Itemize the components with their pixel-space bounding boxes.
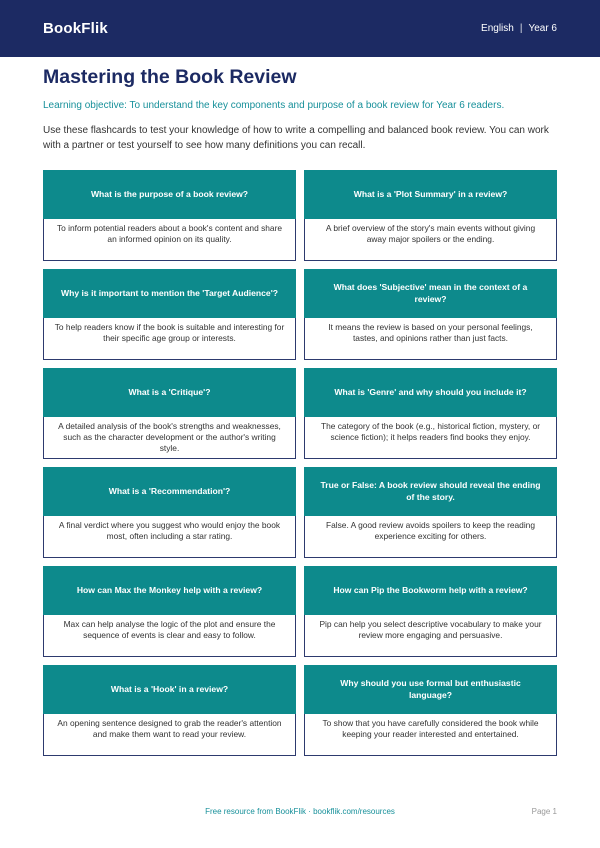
header-meta [481, 23, 557, 34]
flashcard-answer: To inform potential readers about a book's content and share an informed opinion on its quality. [43, 219, 296, 261]
flashcard[interactable] [43, 368, 296, 459]
footer-link[interactable]: Free resource from BookFlik · bookflik.com/resources [205, 807, 395, 816]
flashcard-question: Why should you use formal but enthusiastic language? [304, 665, 557, 714]
flashcard-question: True or False: A book review should reveal the ending of the story. [304, 467, 557, 516]
flashcard[interactable] [304, 467, 557, 558]
flashcard-question: What does 'Subjective' mean in the context of a review? [304, 269, 557, 318]
top-bar [0, 0, 600, 57]
flashcard[interactable] [43, 467, 296, 558]
flashcard-question: What is a 'Plot Summary' in a review? [304, 170, 557, 219]
flashcard-question: What is the purpose of a book review? [43, 170, 296, 219]
flashcard-answer: The category of the book (e.g., historical fiction, mystery, or science fiction); it helps readers find books they enjoy. [304, 417, 557, 459]
flashcard[interactable] [43, 269, 296, 360]
intro-text: Use these flashcards to test your knowledge of how to write a compelling and balanced book review. You can work with a partner or test yourself to see how many definitions you can recall. [43, 125, 549, 151]
year-label: Year 6 [528, 23, 557, 34]
flashcard[interactable] [304, 566, 557, 657]
flashcard-answer: To show that you have carefully considered the book while keeping your reader interested and entertained. [304, 714, 557, 756]
flashcard-question: How can Max the Monkey help with a review? [43, 566, 296, 615]
learning-objective: Learning objective: To understand the key components and purpose of a book review for Year 6 readers. [43, 100, 505, 111]
subject-label: English [481, 23, 514, 34]
flashcard[interactable] [43, 665, 296, 756]
flashcard[interactable] [304, 665, 557, 756]
flashcard[interactable] [43, 566, 296, 657]
flashcard[interactable] [304, 269, 557, 360]
flashcard-answer: Pip can help you select descriptive vocabulary to make your review more engaging and persuasive. [304, 615, 557, 657]
flashcard-grid [43, 170, 557, 756]
brand-logo[interactable]: BookFlik [43, 20, 108, 37]
flashcard-answer: Max can help analyse the logic of the plot and ensure the sequence of events is clear and easy to follow. [43, 615, 296, 657]
flashcard-answer: An opening sentence designed to grab the reader's attention and make them want to read your review. [43, 714, 296, 756]
flashcard[interactable] [43, 170, 296, 261]
flashcard-answer: It means the review is based on your personal feelings, tastes, and opinions rather than just facts. [304, 318, 557, 360]
flashcard-answer: A brief overview of the story's main events without giving away major spoilers or the ending. [304, 219, 557, 261]
flashcard[interactable] [304, 170, 557, 261]
flashcard-question: What is a 'Recommendation'? [43, 467, 296, 516]
flashcard-answer: False. A good review avoids spoilers to keep the reading experience exciting for others. [304, 516, 557, 558]
flashcard[interactable] [304, 368, 557, 459]
flashcard-question: What is a 'Hook' in a review? [43, 665, 296, 714]
flashcard-question: Why is it important to mention the 'Target Audience'? [43, 269, 296, 318]
flashcard-question: What is a 'Critique'? [43, 368, 296, 417]
page-title: Mastering the Book Review [43, 66, 297, 88]
flashcard-answer: A detailed analysis of the book's strengths and weaknesses, such as the character development or the author's writing style. [43, 417, 296, 459]
meta-separator: | [519, 23, 523, 34]
flashcard-answer: To help readers know if the book is suitable and interesting for their specific age group or interests. [43, 318, 296, 360]
flashcard-question: What is 'Genre' and why should you include it? [304, 368, 557, 417]
flashcard-question: How can Pip the Bookworm help with a review? [304, 566, 557, 615]
flashcard-answer: A final verdict where you suggest who would enjoy the book most, often including a star rating. [43, 516, 296, 558]
page-number: Page 1 [531, 807, 557, 816]
